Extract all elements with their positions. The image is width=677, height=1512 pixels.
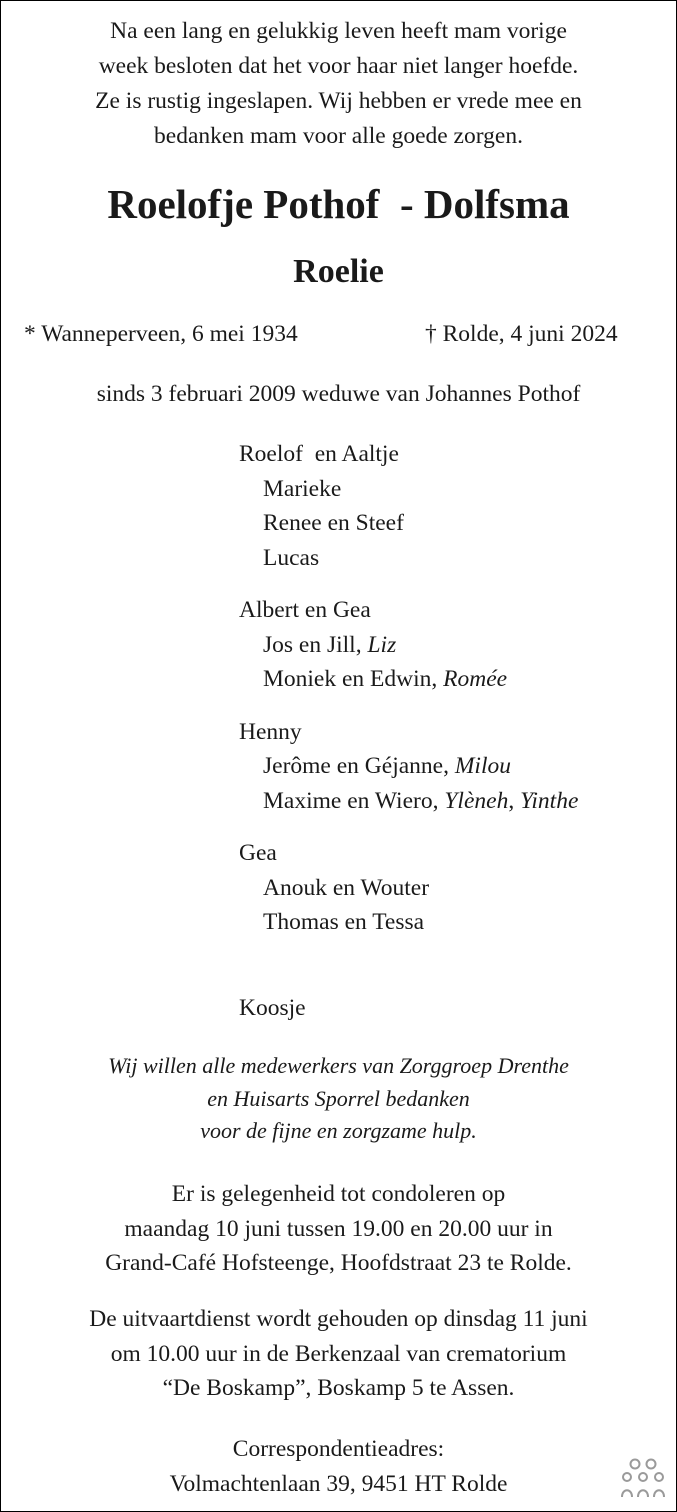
correspondence-address: [0, 1432, 677, 1501]
family-group-head: Henny: [239, 718, 302, 745]
deceased-nickname: Roelie: [293, 253, 384, 290]
condolence-text: [0, 1177, 677, 1281]
service-text: [0, 1302, 677, 1406]
intro-line: Na een lang en gelukkig leven heeft mam vorige: [110, 18, 567, 44]
family-member: Renee en Steef: [263, 510, 404, 536]
intro-line: week besloten dat het voor haar niet langer hoefde.: [98, 53, 579, 79]
intro-line: Ze is rustig ingeslapen. Wij hebben er vrede mee en: [95, 88, 582, 114]
address-value: Volmachtenlaan 39, 9451 HT Rolde: [169, 1470, 508, 1497]
family-member-names: Jerôme en Géjanne,: [263, 753, 455, 779]
thanks-line: en Huisarts Sporrel bedanken: [207, 1085, 470, 1111]
grandchild-name: Ylèneh: [444, 787, 509, 814]
thanks-line: Wij willen alle medewerkers van Zorggroep Drenthe: [108, 1053, 569, 1078]
grandchild-name: Yinthe: [520, 787, 579, 814]
family-koosje: Koosje: [239, 995, 306, 1021]
grandchild-name: Liz: [367, 631, 397, 658]
family-group: [239, 437, 578, 575]
family-group-head: Albert en Gea: [239, 597, 371, 623]
service-line: De uitvaartdienst wordt gehouden op dinsdag 11 juni: [89, 1306, 588, 1332]
family-member-names: Maxime en Wiero,: [263, 787, 445, 814]
intro-line: bedanken mam voor alle goede zorgen.: [154, 123, 523, 149]
service-line: “De Boskamp”, Boskamp 5 te Assen.: [162, 1375, 515, 1401]
condolence-line: Grand-Café Hofsteenge, Hoofdstraat 23 te Rolde.: [105, 1250, 572, 1276]
family-member-names: Moniek en Edwin,: [263, 666, 444, 692]
deceased-name: Roelofje Pothof - Dolfsma: [107, 181, 570, 227]
thanks-text: [0, 1050, 677, 1148]
birth-info: * Wanneperveen, 6 mei 1934: [24, 321, 298, 347]
condolence-line: maandag 10 juni tussen 19.00 en 20.00 uur in: [124, 1215, 553, 1242]
family-list: [239, 437, 578, 958]
family-member: [239, 628, 578, 663]
grandchild-name: Romée: [443, 666, 508, 692]
family-member: Marieke: [263, 475, 342, 502]
thanks-line: voor de fijne en zorgzame hulp.: [200, 1118, 477, 1143]
family-member-names: Jos en Jill,: [263, 631, 368, 658]
family-group: [239, 593, 578, 697]
family-member: Lucas: [263, 544, 320, 571]
grandchild-name: Milou: [454, 753, 511, 779]
condolence-line: Er is gelegenheid tot condoleren op: [171, 1181, 506, 1207]
intro-text: [0, 14, 677, 154]
family-member: [239, 784, 578, 819]
separator: ,: [508, 787, 521, 814]
death-info: † Rolde, 4 juni 2024: [425, 321, 618, 347]
family-member: Anouk en Wouter: [263, 874, 430, 901]
family-group-head: Roelof en Aaltje: [239, 441, 399, 467]
family-member: [239, 749, 578, 784]
family-group: [239, 836, 578, 940]
family-group: [239, 715, 578, 819]
family-group-head: Gea: [239, 840, 277, 866]
address-label: Correspondentieadres:: [232, 1436, 445, 1462]
widow-line: sinds 3 februari 2009 weduwe van Johannes Pothof: [96, 381, 581, 407]
family-member: Thomas en Tessa: [263, 909, 425, 935]
family-member: [239, 662, 578, 697]
service-line: om 10.00 uur in de Berkenzaal van crematorium: [110, 1340, 567, 1367]
people-group-icon: [620, 1455, 666, 1501]
